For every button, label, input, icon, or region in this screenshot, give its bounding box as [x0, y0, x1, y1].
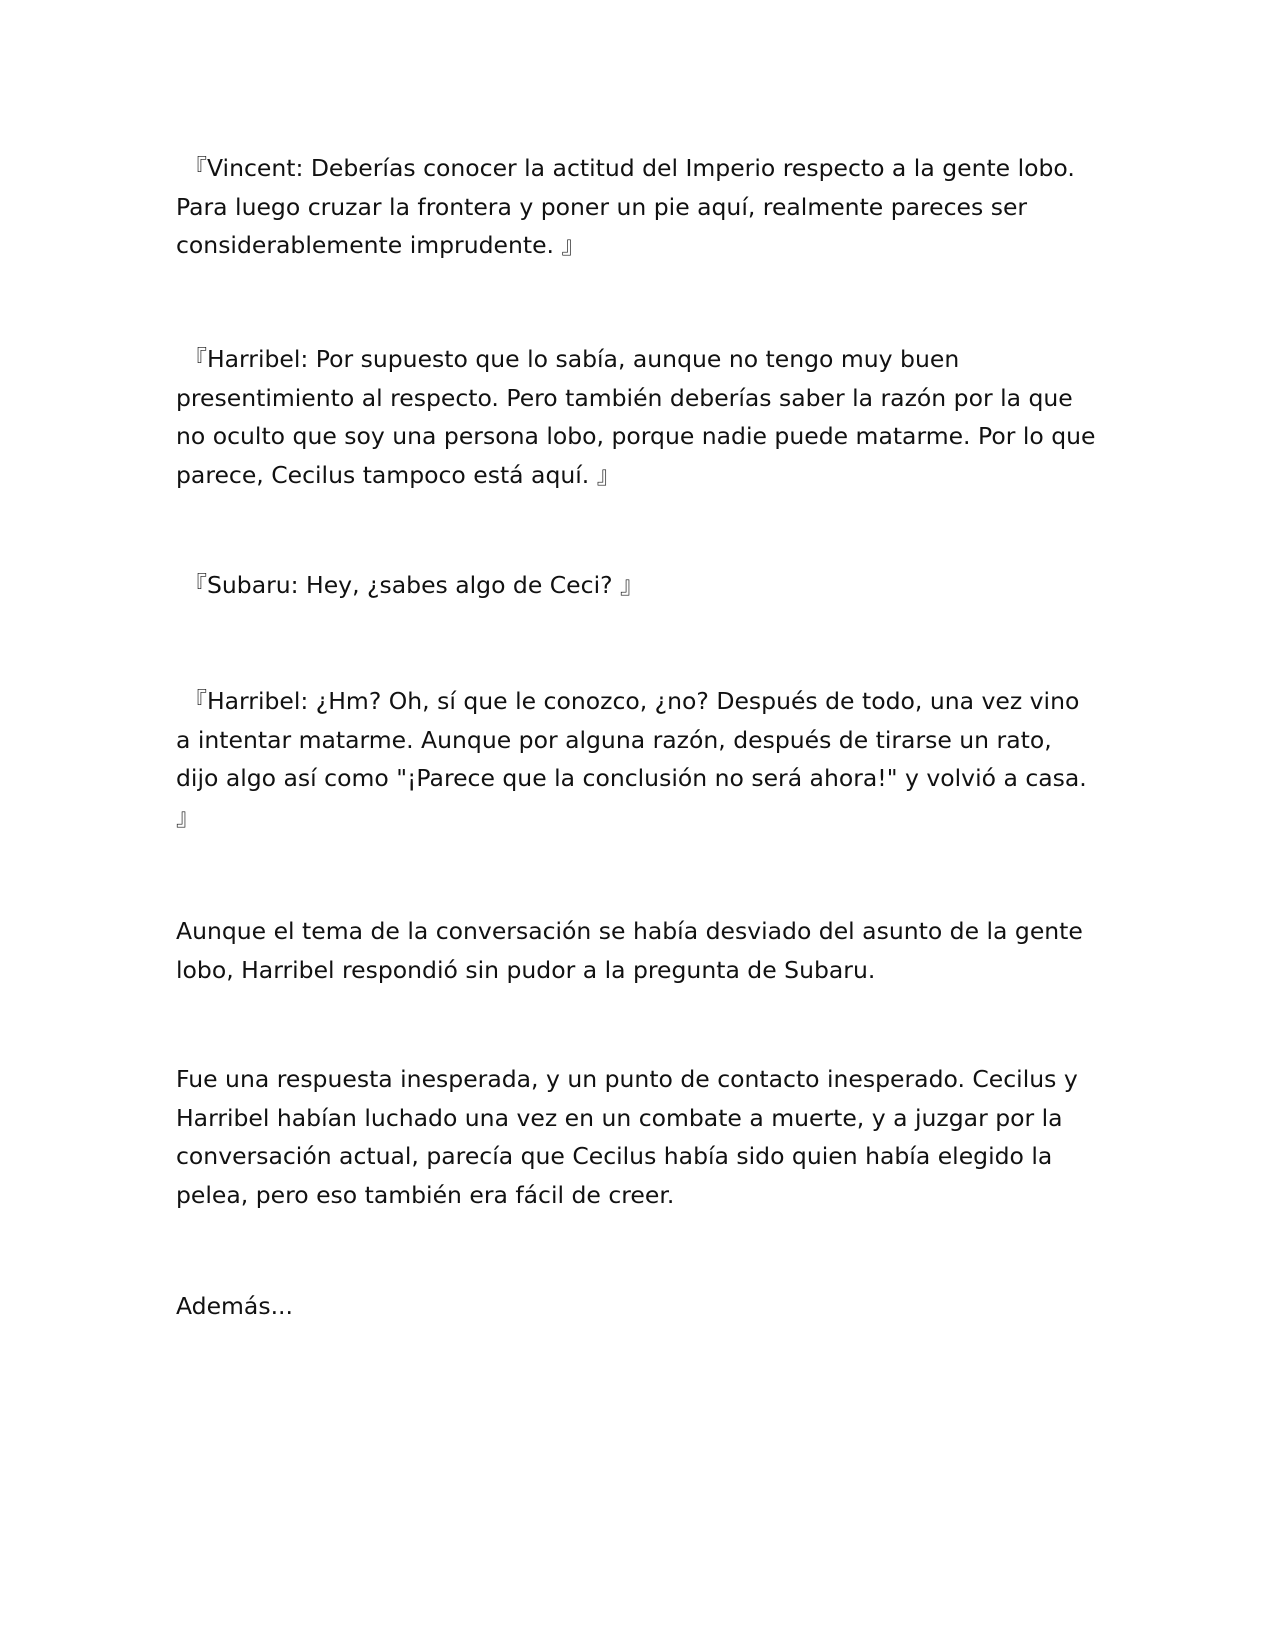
narration-paragraph-3: Además... — [176, 1292, 293, 1320]
dialogue-harribel-2: 『Harribel: ¿Hm? Oh, sí que le conozco, ¿no? Después de todo, una vez vino a intentar matarme. Aunque por alguna razón, después de tirarse un rato, dijo algo así como "¡Parece que la conclusión no será ahora!" y volvió a casa. 』 — [176, 687, 1095, 831]
dialogue-vincent: 『Vincent: Deberías conocer la actitud del Imperio respecto a la gente lobo. Para luego cruzar la frontera y poner un pie aquí, realmente pareces ser considerablemente imprudente. 』 — [176, 154, 1083, 259]
narration-paragraph-2: Fue una respuesta inesperada, y un punto de contacto inesperado. Cecilus y Harribel habían luchado una vez en un combate a muerte, y a juzgar por la conversación actual, parecía que Cecilus había sido quien había elegido la pelea, pero eso también era fácil de creer. — [176, 1065, 1086, 1209]
dialogue-subaru: 『Subaru: Hey, ¿sabes algo de Ceci? 』 — [176, 571, 644, 599]
dialogue-harribel-1: 『Harribel: Por supuesto que lo sabía, aunque no tengo muy buen presentimiento al respecto. Pero también deberías saber la razón por la que no oculto que soy una persona lobo, porque nadie puede matarme. Por lo que parece, Cecilus tampoco está aquí. 』 — [176, 345, 1103, 489]
narration-paragraph-1: Aunque el tema de la conversación se había desviado del asunto de la gente lobo, Harribel respondió sin pudor a la pregunta de Subaru. — [176, 917, 1091, 984]
